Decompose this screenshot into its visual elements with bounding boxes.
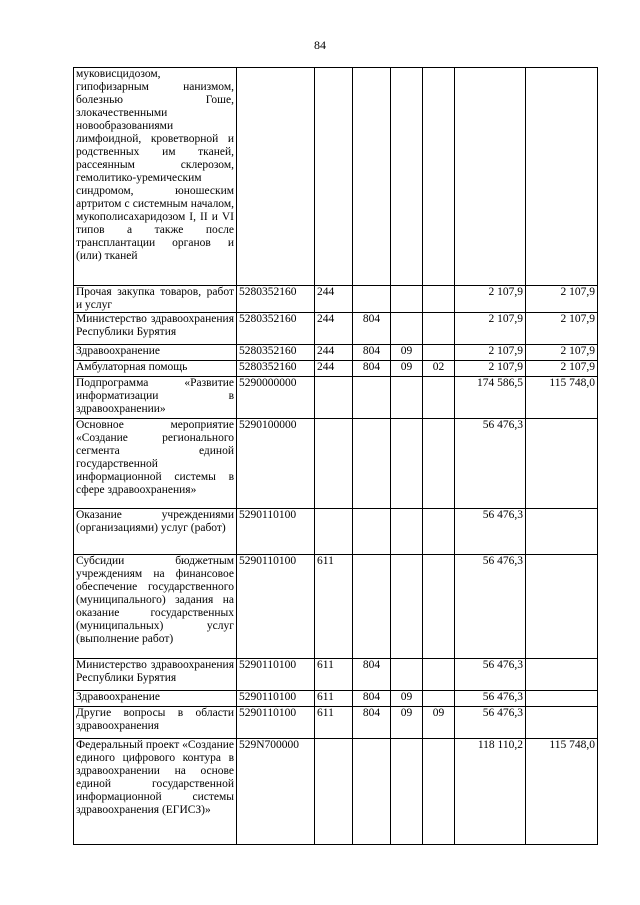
row-expense-type-cell: 611	[315, 691, 353, 707]
row-name-cell: Амбулаторная помощь	[74, 361, 237, 377]
table-row	[74, 739, 598, 845]
table-row	[74, 345, 598, 361]
table-row	[74, 377, 598, 419]
row-name-cell: Другие вопросы в области здравоохранения	[74, 707, 237, 739]
row-section-cell	[391, 313, 423, 345]
row-ministry-code-cell: 804	[353, 361, 391, 377]
row-section-cell	[391, 419, 423, 509]
row-code-cell: 529N700000	[237, 739, 315, 845]
row-amount-1-cell	[455, 68, 526, 286]
row-ministry-code-cell: 804	[353, 313, 391, 345]
table-row	[74, 419, 598, 509]
row-ministry-code-cell	[353, 377, 391, 419]
row-code-cell: 5280352160	[237, 286, 315, 313]
row-subsection-cell	[423, 345, 455, 361]
row-section-cell: 09	[391, 691, 423, 707]
row-section-cell	[391, 286, 423, 313]
row-amount-2-cell	[526, 419, 598, 509]
row-code-cell: 5290000000	[237, 377, 315, 419]
row-subsection-cell	[423, 659, 455, 691]
row-expense-type-cell: 611	[315, 707, 353, 739]
row-ministry-code-cell	[353, 509, 391, 555]
row-expense-type-cell: 244	[315, 286, 353, 313]
table-row	[74, 659, 598, 691]
row-ministry-code-cell	[353, 286, 391, 313]
row-amount-2-cell	[526, 691, 598, 707]
row-section-cell	[391, 68, 423, 286]
row-subsection-cell	[423, 313, 455, 345]
row-section-cell: 09	[391, 361, 423, 377]
row-code-cell: 5290100000	[237, 419, 315, 509]
row-code-cell: 5290110100	[237, 555, 315, 659]
row-expense-type-cell: 244	[315, 345, 353, 361]
row-section-cell	[391, 555, 423, 659]
page-number: 84	[314, 38, 326, 52]
row-subsection-cell	[423, 555, 455, 659]
row-expense-type-cell: 244	[315, 361, 353, 377]
table-row	[74, 361, 598, 377]
row-expense-type-cell	[315, 377, 353, 419]
row-amount-1-cell: 56 476,3	[455, 659, 526, 691]
row-section-cell	[391, 739, 423, 845]
row-amount-2-cell: 2 107,9	[526, 286, 598, 313]
table-row	[74, 707, 598, 739]
row-amount-2-cell: 115 748,0	[526, 377, 598, 419]
row-code-cell: 5290110100	[237, 707, 315, 739]
row-amount-1-cell: 174 586,5	[455, 377, 526, 419]
row-name-cell: муковисцидозом, гипофизарным нанизмом, болезнью Гоше, злокачественными новообразованиями лимфоидной, кроветворной и родственных им тканей, рассеянным склерозом, гемолитико-уремическим синдромом, юношеским артритом с системным началом, мукополисахаридозом I, II и VI типов а также после трансплантации органов и (или) тканей	[74, 68, 237, 286]
row-section-cell	[391, 659, 423, 691]
row-name-cell: Субсидии бюджетным учреждениям на финансовое обеспечение государственного (муниципального) задания на оказание государственных (муниципальных) услуг (выполнение работ)	[74, 555, 237, 659]
row-subsection-cell	[423, 509, 455, 555]
row-subsection-cell	[423, 739, 455, 845]
budget-table	[73, 67, 598, 845]
table-row	[74, 68, 598, 286]
row-ministry-code-cell	[353, 68, 391, 286]
row-subsection-cell	[423, 419, 455, 509]
row-name-cell: Министерство здравоохранения Республики Бурятия	[74, 659, 237, 691]
row-ministry-code-cell	[353, 739, 391, 845]
row-ministry-code-cell: 804	[353, 707, 391, 739]
row-amount-2-cell	[526, 707, 598, 739]
row-code-cell	[237, 68, 315, 286]
table-row	[74, 509, 598, 555]
row-name-cell: Оказание учреждениями (организациями) услуг (работ)	[74, 509, 237, 555]
row-subsection-cell: 02	[423, 361, 455, 377]
row-code-cell: 5290110100	[237, 691, 315, 707]
row-amount-1-cell: 2 107,9	[455, 345, 526, 361]
row-section-cell	[391, 509, 423, 555]
row-name-cell: Здравоохранение	[74, 691, 237, 707]
row-amount-2-cell: 115 748,0	[526, 739, 598, 845]
row-amount-2-cell	[526, 68, 598, 286]
row-code-cell: 5280352160	[237, 361, 315, 377]
row-ministry-code-cell	[353, 419, 391, 509]
row-expense-type-cell: 611	[315, 555, 353, 659]
row-amount-1-cell: 56 476,3	[455, 707, 526, 739]
row-subsection-cell	[423, 286, 455, 313]
row-amount-1-cell: 2 107,9	[455, 361, 526, 377]
row-name-cell: Прочая закупка товаров, работ и услуг	[74, 286, 237, 313]
row-name-cell: Федеральный проект «Создание единого цифрового контура в здравоохранении на основе единой государственной информационной системы здравоохранения (ЕГИСЗ)»	[74, 739, 237, 845]
row-amount-1-cell: 2 107,9	[455, 286, 526, 313]
row-ministry-code-cell: 804	[353, 345, 391, 361]
row-amount-1-cell: 56 476,3	[455, 691, 526, 707]
row-subsection-cell	[423, 377, 455, 419]
row-expense-type-cell	[315, 739, 353, 845]
row-name-cell: Подпрограмма «Развитие информатизации в здравоохранении»	[74, 377, 237, 419]
row-code-cell: 5290110100	[237, 509, 315, 555]
row-subsection-cell	[423, 691, 455, 707]
row-code-cell: 5280352160	[237, 345, 315, 361]
row-section-cell: 09	[391, 345, 423, 361]
row-ministry-code-cell: 804	[353, 659, 391, 691]
row-name-cell: Здравоохранение	[74, 345, 237, 361]
row-subsection-cell	[423, 68, 455, 286]
table-row	[74, 555, 598, 659]
row-expense-type-cell	[315, 509, 353, 555]
row-name-cell: Основное мероприятие «Создание регионального сегмента единой государственной информационной системы в сфере здравоохранения»	[74, 419, 237, 509]
row-amount-1-cell: 2 107,9	[455, 313, 526, 345]
table-row	[74, 691, 598, 707]
table-row	[74, 313, 598, 345]
row-ministry-code-cell	[353, 555, 391, 659]
row-code-cell: 5290110100	[237, 659, 315, 691]
row-name-cell: Министерство здравоохранения Республики Бурятия	[74, 313, 237, 345]
row-amount-1-cell: 118 110,2	[455, 739, 526, 845]
row-expense-type-cell: 611	[315, 659, 353, 691]
row-section-cell: 09	[391, 707, 423, 739]
row-expense-type-cell	[315, 68, 353, 286]
row-amount-2-cell: 2 107,9	[526, 361, 598, 377]
row-expense-type-cell: 244	[315, 313, 353, 345]
row-section-cell	[391, 377, 423, 419]
row-amount-1-cell: 56 476,3	[455, 419, 526, 509]
row-amount-1-cell: 56 476,3	[455, 555, 526, 659]
row-amount-2-cell	[526, 659, 598, 691]
row-code-cell: 5280352160	[237, 313, 315, 345]
row-subsection-cell: 09	[423, 707, 455, 739]
row-amount-2-cell: 2 107,9	[526, 313, 598, 345]
row-amount-2-cell: 2 107,9	[526, 345, 598, 361]
row-ministry-code-cell: 804	[353, 691, 391, 707]
row-amount-2-cell	[526, 555, 598, 659]
row-amount-1-cell: 56 476,3	[455, 509, 526, 555]
row-amount-2-cell	[526, 509, 598, 555]
table-row	[74, 286, 598, 313]
row-expense-type-cell	[315, 419, 353, 509]
